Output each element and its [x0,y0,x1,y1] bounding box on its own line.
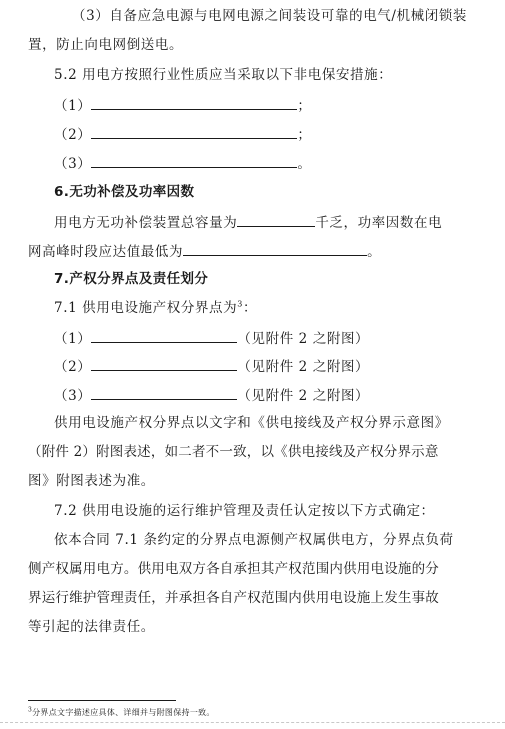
text: 依本合同 7.1 条约定的分界点电源侧产权属供电方，分界点负荷 [54,532,454,548]
item-number: （3） [54,156,92,172]
text: 7.产权分界点及责任划分 [54,271,209,287]
fill-in-blank[interactable] [91,385,237,400]
fill-in-blank[interactable] [91,153,297,168]
text: ： [242,300,258,316]
text: ； [297,98,312,114]
text: 千乏，功率因数在电 [315,215,443,231]
paragraph-line [54,212,442,232]
text: （见附件 2 之附图） [237,359,370,375]
text: 网高峰时段应达值最低为 [28,244,184,260]
text: 供用电设施产权分界点以文字和《供电接线及产权分界示意图》 [54,415,449,431]
section-7-2-title [54,502,435,520]
paragraph-line [54,531,454,549]
list-item [54,385,369,405]
list-item [54,153,312,173]
text: 等引起的法律责任。 [28,619,155,635]
section-7-heading [54,270,208,288]
paragraph-line [28,443,439,461]
item-number: （1） [54,98,92,114]
list-item [54,95,312,115]
power-factor-blank[interactable] [183,241,367,256]
section-7-1-title [54,299,257,317]
paragraph-line [28,241,381,261]
text: 6.无功补偿及功率因数 [54,184,195,200]
text: 。 [367,244,382,260]
footnote-text: 分界点文字描述应具体、详细并与附图保持一致。 [32,708,215,717]
text: 侧产权属用电方。供用电双方各自承担其产权范围内供用电设施的分 [28,561,439,577]
paragraph-line [28,560,439,578]
list-item [54,356,369,376]
list-item [54,328,369,348]
paragraph-line [28,618,155,636]
footnote-reference[interactable]: 3 [237,299,243,309]
fill-in-blank[interactable] [91,356,237,371]
footnote [28,708,215,718]
paragraph-line [54,414,449,432]
paragraph-line [28,589,439,607]
text: （3）自备应急电源与电网电源之间装设可靠的电气/机械闭锁装 [72,8,468,24]
text: ； [297,127,312,143]
text: 7.2 供用电设施的运行维护管理及责任认定按以下方式确定： [54,503,435,519]
fill-in-blank[interactable] [91,124,297,139]
item-number: （2） [54,359,92,375]
paragraph-line [28,36,183,54]
section-5-2-title [54,66,392,84]
paragraph-line [72,7,467,25]
text: （见附件 2 之附图） [237,331,370,347]
footnote-marker: 3 [28,706,33,714]
text: （附件 2）附图表述，如二者不一致，以《供电接线及产权分界示意 [28,444,439,460]
text: 7.1 供用电设施产权分界点为 [54,300,238,316]
text: （见附件 2 之附图） [237,388,370,404]
text: 置，防止向电网倒送电。 [28,37,184,53]
item-number: （3） [54,388,92,404]
text: 图》附图表述为准。 [28,473,155,489]
page-boundary [0,722,505,723]
list-item [54,124,312,144]
section-6-heading [54,183,194,201]
item-number: （2） [54,127,92,143]
item-number: （1） [54,331,92,347]
paragraph-line [28,472,155,490]
text: 5.2 用电方按照行业性质应当采取以下非电保安措施： [54,67,393,83]
fill-in-blank[interactable] [91,328,237,343]
fill-in-blank[interactable] [91,95,297,110]
capacity-blank[interactable] [237,212,315,227]
text: 界运行维护管理责任，并承担各自产权范围内供用电设施上发生事故 [28,590,439,606]
text: 用电方无功补偿装置总容量为 [54,215,238,231]
footnote-separator [28,700,176,701]
text: 。 [297,156,312,172]
